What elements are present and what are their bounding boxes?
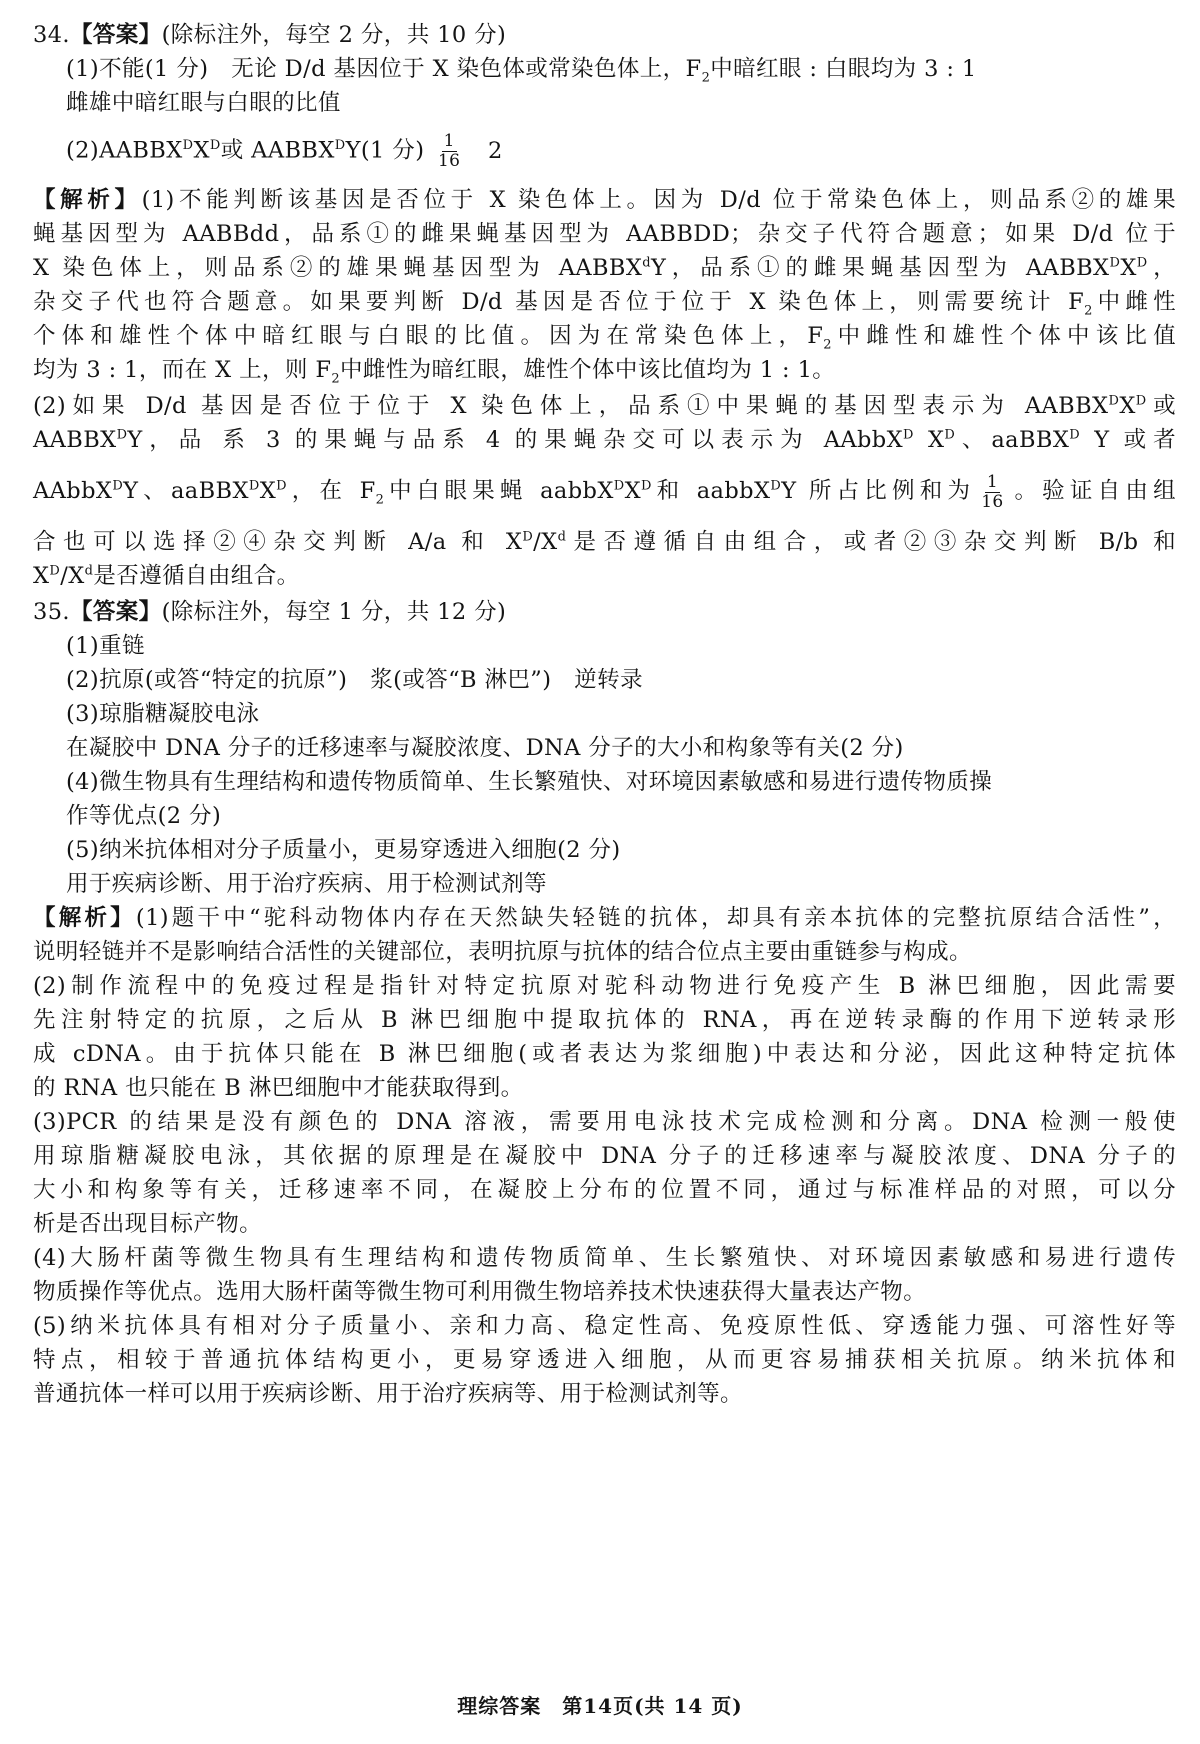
q35-explanation-line: 的 RNA 也只能在 B 淋巴细胞中才能获取得到。 — [33, 1075, 524, 1101]
q34-answer-1-cont: 雌雄中暗红眼与白眼的比值 — [66, 90, 341, 116]
q34-answer-1: (1)不能(1 分) 无论 D/d 基因位于 X 染色体或常染色体上，$F_2$中暗红眼 : 白眼均为 3 : 1 — [66, 56, 977, 86]
q34-explanation-2-line: AAbbX$^D$Y、$aaBBX^DX^D$，在 $F_2$中白眼果蝇 $aabbX^DX^D$和 aabbX$^D$Y 所占比例和为 $\frac{1}{16}$ 。验证自由组 — [33, 471, 1176, 512]
q35-explanation-line: (2)制作流程中的免疫过程是指针对特定抗原对驼科动物进行免疫产生 B 淋巴细胞，因此需要 — [33, 973, 1176, 999]
q35-answer-4: (4)微生物具有生理结构和遗传物质简单、生长繁殖快、对环境因素敏感和易进行遗传物质操 — [66, 769, 993, 795]
q34-explanation-2-line: 合也可以选择②④杂交判断 A/a 和 $X^D/X^d$是否遵循自由组合，或者②③杂交判断 B/b 和 — [33, 529, 1176, 555]
page-footer: 理综答案 第14页(共 14 页) — [457, 1694, 743, 1718]
q35-explanation-line: 成 cDNA。由于抗体只能在 B 淋巴细胞(或者表达为浆细胞)中表达和分泌，因此这种特定抗体 — [33, 1041, 1176, 1067]
q35-answer-3-cont: 在凝胶中 DNA 分子的迁移速率与凝胶浓度、DNA 分子的大小和构象等有关(2 分) — [66, 735, 904, 761]
q35-explanation-line: (3)PCR 的结果是没有颜色的 DNA 溶液，需要用电泳技术完成检测和分离。DNA 检测一般使 — [33, 1109, 1176, 1135]
q34-explanation-2-line: $X^D/X^d$是否遵循自由组合。 — [33, 563, 300, 589]
q35-answer-1: (1)重链 — [66, 633, 145, 659]
q34-explanation-line: 均为 3 : 1，而在 X 上，则 $F_2$中雌性为暗红眼，雄性个体中该比值均为 1 : 1。 — [33, 357, 836, 387]
q35-explanation-line: 说明轻链并不是影响结合活性的关键部位，表明抗原与抗体的结合位点主要由重链参与构成。 — [33, 939, 972, 965]
q35-answer-5: (5)纳米抗体相对分子质量小，更易穿透进入细胞(2 分) — [66, 837, 621, 863]
q35-explanation-line: 先注射特定的抗原，之后从 B 淋巴细胞中提取抗体的 RNA，再在逆转录酶的作用下逆转录形 — [33, 1007, 1176, 1033]
q35-explanation-line: 特点，相较于普通抗体结构更小，更易穿透进入细胞，从而更容易捕获相关抗原。纳米抗体和 — [33, 1347, 1176, 1373]
q35-explanation-line: 物质操作等优点。选用大肠杆菌等微生物可利用微生物培养技术快速获得大量表达产物。 — [33, 1279, 927, 1305]
q35-explanation-line: 【解析】(1)题干中“驼科动物体内存在天然缺失轻链的抗体，却具有亲本抗体的完整抗原结合活性”， — [33, 905, 1176, 931]
q34-heading: 34.【答案】(除标注外，每空 2 分，共 10 分) — [33, 22, 507, 48]
q35-explanation-line: 用琼脂糖凝胶电泳，其依据的原理是在凝胶中 DNA 分子的迁移速率与凝胶浓度、DNA 分子的 — [33, 1143, 1176, 1169]
q35-explanation-line: 析是否出现目标产物。 — [33, 1211, 263, 1237]
fraction-one-sixteenth: $\frac{1}{16}$ — [981, 471, 1004, 512]
q34-explanation-line: 个体和雄性个体中暗红眼与白眼的比值。因为在常染色体上，$F_2$中雌性和雄性个体中该比值 — [33, 323, 1176, 353]
q34-explanation-2-line: (2)如果 D/d 基因是否位于位于 X 染色体上，品系①中果蝇的基因型表示为 $AABBX^DX^D$或 — [33, 393, 1176, 419]
q34-explanation-line: 【解析】(1)不能判断该基因是否位于 X 染色体上。因为 D/d 位于常染色体上，则品系②的雄果 — [33, 187, 1176, 213]
q35-answer-2: (2)抗原(或答“特定的抗原”) 浆(或答“B 淋巴”) 逆转录 — [66, 667, 643, 693]
q35-explanation-line: (5)纳米抗体具有相对分子质量小、亲和力高、稳定性高、免疫原性低、穿透能力强、可溶性好等 — [33, 1313, 1176, 1339]
q34-explanation-line: 蝇基因型为 AABBdd，品系①的雌果蝇基因型为 AABBDD；杂交子代符合题意；如果 D/d 位于 — [33, 221, 1176, 247]
fraction-one-sixteenth: $\frac{1}{16}$ — [437, 131, 461, 171]
q35-explanation-line: (4)大肠杆菌等微生物具有生理结构和遗传物质简单、生长繁殖快、对环境因素敏感和易进行遗传 — [33, 1245, 1176, 1271]
q34-explanation-line: X 染色体上，则品系②的雄果蝇基因型为 AABBX$^d$Y，品系①的雌果蝇基因型为 $AABBX^DX^D$， — [33, 255, 1176, 281]
q35-explanation-line: 大小和构象等有关，迁移速率不同，在凝胶上分布的位置不同，通过与标准样品的对照，可以分 — [33, 1177, 1176, 1203]
q34-explanation-line: 杂交子代也符合题意。如果要判断 D/d 基因是否位于位于 X 染色体上，则需要统计 $F_2$中雌性 — [33, 289, 1176, 319]
q34-explanation-2-line: $AABBX^DY$，品 系 3 的果蝇与品系 4 的果蝇杂交可以表示为 AAbbX$^D$ $X^D$、aaBBX$^D$ Y 或者 — [33, 427, 1176, 453]
q35-heading: 35.【答案】(除标注外，每空 1 分，共 12 分) — [33, 599, 507, 625]
q35-answer-4-cont: 作等优点(2 分) — [66, 803, 222, 829]
q35-answer-3: (3)琼脂糖凝胶电泳 — [66, 701, 260, 727]
q35-answer-5-cont: 用于疾病诊断、用于治疗疾病、用于检测试剂等 — [66, 871, 547, 897]
q35-explanation-line: 普通抗体一样可以用于疾病诊断、用于治疗疾病等、用于检测试剂等。 — [33, 1381, 743, 1407]
q34-answer-2: $(2)AABBX^DX^D$或 $AABBX^DY(1$ 分) $\frac{1}{16}$ 2 — [66, 131, 503, 171]
